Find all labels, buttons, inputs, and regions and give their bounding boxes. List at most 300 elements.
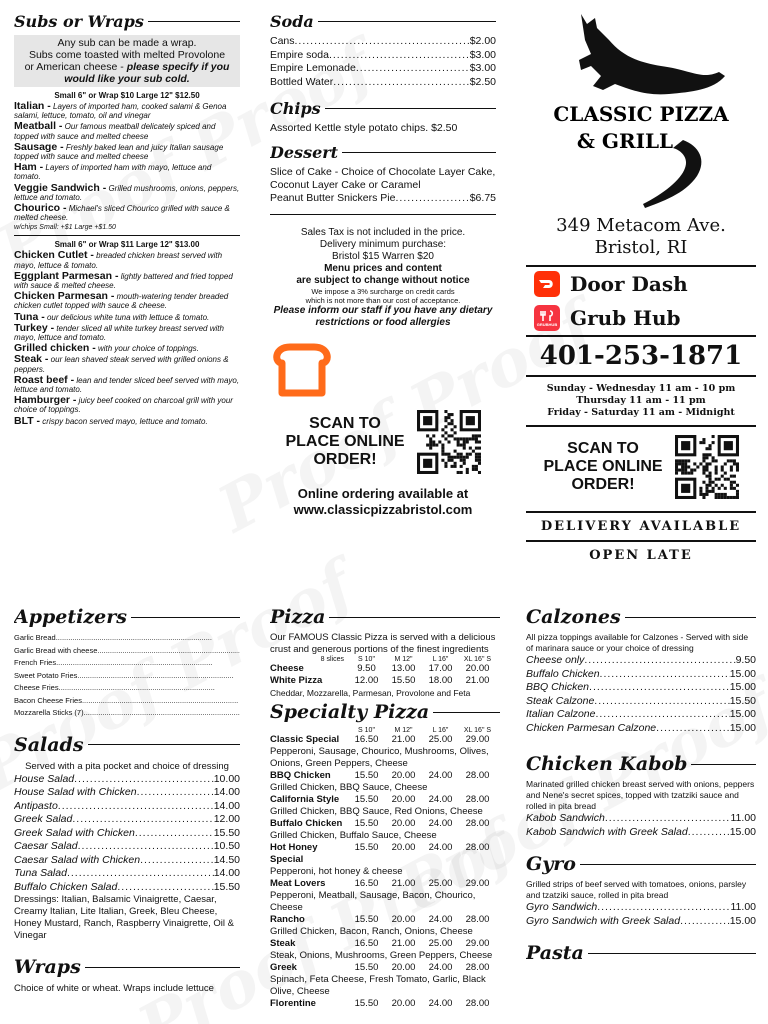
pizza-price: 28.00 (465, 818, 490, 829)
item-name: BLT - (14, 414, 41, 427)
pizza-row (270, 818, 500, 830)
appetizers-list (14, 632, 240, 720)
pizza-intro: Our FAMOUS Classic Pizza is served with a delicious crust and generous portions of the finest ingredients (270, 632, 496, 655)
allergy-note: Please inform our staff if you have any dietary restrictions or food allergies (273, 304, 493, 328)
subs-intro-line: or American cheese - (24, 61, 127, 73)
dot-leader (329, 49, 470, 63)
address (526, 215, 756, 259)
item-name: Garlic Bread with cheese (14, 645, 98, 655)
dessert-heading (270, 143, 496, 162)
pizza-row (270, 842, 500, 866)
list-item (14, 773, 240, 787)
list-item (526, 915, 756, 929)
pizza-name: Cheese (270, 663, 304, 674)
pizza-price: 25.00 (428, 734, 453, 745)
item-name: Tuna - (14, 310, 45, 323)
item-price: 15.00 (729, 667, 756, 680)
list-item (270, 49, 496, 63)
list-item (526, 826, 756, 840)
dessert-text: Slice of Cake - Choice of Chocolate Layer Cake, Coconut Layer Cake or Caramel (270, 166, 496, 191)
divider (14, 235, 240, 236)
brand-name-1: CLASSIC PIZZA (553, 102, 729, 126)
pizza-price: 24.00 (428, 794, 453, 805)
pizza-price: 15.50 (354, 962, 379, 973)
website-link[interactable]: www.classicpizzabristol.com (293, 501, 473, 517)
scan-order (270, 410, 496, 474)
dot-leader (78, 840, 214, 854)
item-price: $3.00 (469, 48, 496, 61)
item-name: Cans (270, 35, 295, 47)
dot-leader (333, 76, 469, 90)
menu-item (14, 321, 240, 343)
grubhub-label: Grub Hub (570, 306, 681, 330)
list-item (526, 722, 756, 736)
item-price: 12.00 (213, 813, 240, 825)
item-desc: our delicious white tuna with lettuce & tomato. (46, 312, 210, 322)
item-desc: crispy bacon served mayo, lettuce and tomato. (42, 416, 208, 426)
gyro-list (526, 901, 756, 928)
scan-line: ORDER! (313, 450, 377, 468)
dot-leader (140, 854, 214, 868)
list-item (526, 812, 756, 826)
pizza-price: 28.00 (465, 794, 490, 805)
pizza-price: 16.50 (354, 878, 379, 889)
pizza-price: 9.50 (357, 663, 376, 674)
calzones-column (526, 604, 756, 1024)
item-desc: mouth-watering tender breaded chicken cutlet topped with sauce & cheese. (14, 292, 229, 311)
item-desc: lightly battered and fried topped with sauce & melted cheese. (14, 271, 233, 291)
item-price: 15.00 (729, 721, 756, 734)
menu-item (14, 373, 240, 395)
pizza-name: Classic Special (270, 734, 340, 745)
dessert-last-price: $6.75 (469, 192, 496, 204)
item-name: Hamburger - (14, 394, 77, 407)
qr-code-icon[interactable] (417, 410, 481, 474)
list-item (14, 632, 240, 645)
size-label: L 16" (432, 727, 449, 734)
calzones-title: Calzones (526, 606, 621, 628)
chips-note: w/chips Small: +$1 Large +$1.50 (14, 224, 116, 232)
menu-item (14, 292, 240, 310)
pasta-heading (526, 942, 756, 964)
dot-leader (584, 654, 735, 668)
item-name: Chourico - (14, 202, 67, 215)
open-late-banner: OPEN LATE (589, 548, 693, 563)
pizza-row (270, 998, 500, 1010)
item-price: $2.00 (469, 35, 496, 47)
pizza-price: 15.50 (354, 794, 379, 805)
grubhub-badge-text: GRUBHUB (536, 321, 558, 327)
item-price: 14.00 (213, 867, 240, 879)
subs-intro-bold: please specify if you would like your sub cold. (64, 61, 230, 85)
pizza-price: 20.00 (391, 998, 416, 1009)
pizza-price: 28.00 (465, 998, 490, 1009)
pizza-price: 29.00 (465, 734, 490, 745)
item-name: Garlic Bread (14, 633, 56, 642)
pizza-price: 18.00 (428, 675, 453, 686)
surcharge-note: We impose a 3% surcharge on credit cards (311, 286, 455, 296)
pizza-price: 25.00 (428, 878, 453, 889)
qr-code-icon[interactable] (675, 435, 739, 499)
pizza-price: 15.50 (354, 842, 379, 853)
item-name: Greek Salad (14, 813, 73, 825)
list-item (14, 786, 240, 800)
gyro-heading (526, 853, 756, 875)
hours-line: Sunday - Wednesday 11 am - 10 pm (546, 383, 736, 394)
pizza-price: 20.00 (465, 663, 490, 674)
list-item (526, 681, 756, 695)
pizza-row (270, 734, 500, 746)
list-item (526, 654, 756, 668)
wraps-heading (14, 956, 240, 978)
dot-leader (97, 645, 240, 658)
chips-heading (270, 99, 496, 118)
pizza-price: 29.00 (465, 938, 490, 949)
item-desc: Layers of imported ham, cooked salami & Genoa salami, lettuce, tomato, oil and vinegar (14, 102, 227, 121)
item-name: Roast beef - (14, 373, 75, 386)
pizza-name: Greek (270, 962, 297, 973)
drinks-column (270, 10, 496, 518)
dot-leader (595, 708, 729, 722)
gyro-intro: Grilled strips of beef served with tomatoes, onions, parsley and tzatziki sauce, rolled in pita bread (526, 879, 747, 900)
item-name: Kabob Sandwich with Greek Salad (526, 825, 688, 838)
pizza-row (270, 675, 500, 687)
phone-number[interactable]: 401-253-1871 (526, 335, 756, 377)
dot-leader (58, 800, 214, 814)
item-name: Ham - (14, 161, 44, 174)
pizza-row (270, 794, 500, 806)
pizza-price: 20.00 (391, 962, 416, 973)
item-price: 15.50 (729, 694, 756, 707)
dessert-last (270, 192, 496, 206)
dot-leader (72, 813, 213, 827)
menu-item (14, 269, 240, 291)
pizza-name: Buffalo Chicken (270, 818, 343, 829)
item-desc: Grilled mushrooms, onions, peppers, lettuce and tomato. (14, 183, 240, 202)
pizza-column (270, 604, 500, 1024)
hours-line: Thursday 11 am - 11 pm (576, 395, 706, 406)
item-price: $3.00 (469, 62, 496, 74)
list-item (526, 668, 756, 682)
item-name: Grilled chicken - (14, 342, 96, 355)
subs-intro-line: Subs come toasted with melted Provolone (28, 49, 226, 61)
pizza-desc: Spinach, Feta Cheese, Fresh Tomato, Garlic, Black Olive, Cheese (270, 974, 486, 997)
list-item (14, 695, 240, 708)
menu-item (14, 140, 240, 162)
item-name: Kabob Sandwich (526, 812, 605, 824)
item-name: House Salad with Chicken (14, 786, 137, 798)
pizza-desc: Grilled Chicken, BBQ Sauce, Red Onions, Cheese (270, 806, 483, 817)
pizza-price: 15.50 (391, 675, 416, 686)
list-item (14, 881, 240, 895)
soda-list (270, 35, 496, 89)
pizza-price: 24.00 (428, 770, 453, 781)
item-desc: juicy beef cooked on charcoal grill with your choice of toppings. (14, 396, 233, 415)
item-name: Buffalo Chicken Salad (14, 880, 118, 893)
pizza-desc: Steak, Onions, Mushrooms, Green Peppers, Cheese (270, 950, 493, 961)
dot-leader (594, 695, 729, 709)
item-name: Mozzarella Sticks (7) (14, 708, 84, 717)
menu-item (14, 163, 240, 181)
chips-text: Assorted Kettle style potato chips. $2.50 (270, 122, 458, 134)
item-name: Italian Calzone (526, 708, 596, 720)
doordash-icon (534, 271, 560, 297)
pizza-name: Hot Honey Special (270, 842, 318, 865)
dressings-note: Dressings: Italian, Balsamic Vinaigrette, Caesar, Creamy Italian, Lite Italian, Greek, Bleu Cheese, Honey Mustard, Ranch, Raspberry Vinaigrette, Oil & Vinegar (14, 894, 235, 941)
pizza-price: 25.00 (428, 938, 453, 949)
pizza-price: 15.50 (354, 818, 379, 829)
pizza-price: 20.00 (391, 794, 416, 805)
list-item (270, 62, 496, 76)
list-item (14, 840, 240, 854)
salads-intro: Served with a pita pocket and choice of dressing (25, 760, 229, 772)
pizza-price: 20.00 (391, 770, 416, 781)
change-note: are subject to change without notice (296, 274, 470, 286)
item-name: French Fries (14, 658, 57, 667)
delivery-minimum-values: Bristol $15 Warren $20 (332, 250, 434, 262)
item-name: Veggie Sandwich - (14, 181, 107, 194)
list-item (14, 657, 240, 670)
scan-line: SCAN TO (309, 414, 381, 432)
list-item (526, 695, 756, 709)
dot-leader (600, 668, 730, 682)
dot-leader (605, 812, 731, 826)
item-name: Bacon Cheese Fries (14, 695, 82, 705)
appetizers-salads-column (14, 604, 240, 1024)
toast-icon (270, 343, 334, 399)
pizza-price: 24.00 (428, 842, 453, 853)
hours (526, 377, 756, 425)
pizza-name: BBQ Chicken (270, 770, 331, 781)
item-desc: with your choice of toppings. (97, 344, 199, 354)
calzones-intro: All pizza toppings available for Calzones - Served with side of marinara sauce or your choice of dressing (526, 632, 749, 653)
pizza-row (270, 770, 500, 782)
pizza-row (270, 878, 500, 890)
grubhub-row[interactable] (526, 301, 756, 335)
item-price: 15.00 (729, 708, 756, 720)
pizza-price: 24.00 (428, 818, 453, 829)
soda-heading (270, 12, 496, 31)
list-item (14, 867, 240, 881)
item-desc: our lean shaved steak served with grilled onions & peppers. (14, 355, 229, 374)
pizza-price: 12.00 (354, 675, 379, 686)
item-name: Sweet Potato Fries (14, 670, 78, 680)
dot-leader (137, 786, 214, 800)
doordash-row[interactable] (526, 267, 756, 301)
dot-leader (135, 827, 214, 841)
specialty-heading (270, 701, 500, 723)
subs-intro-line: Any sub can be made a wrap. (57, 37, 197, 49)
pizza-price: 17.00 (428, 663, 453, 674)
item-price: 14.00 (213, 786, 240, 798)
subs-intro (14, 35, 240, 87)
item-price: 15.00 (729, 681, 756, 693)
size-label: XL 16" S (463, 727, 492, 734)
dot-leader (84, 707, 240, 720)
list-item (14, 645, 240, 658)
item-desc: Michael's sliced Chourico grilled with sauce & melted cheese. (14, 204, 230, 223)
item-name: Eggplant Parmesan - (14, 269, 119, 282)
scan-order-2 (526, 427, 756, 507)
item-desc: lean and tender sliced beef served with mayo, lettuce and tomato. (14, 375, 240, 395)
salads-list (14, 773, 240, 895)
item-price: 10.50 (213, 840, 240, 852)
menu-item (14, 102, 240, 120)
pizza-price: 28.00 (465, 770, 490, 781)
item-price: 14.50 (213, 853, 240, 866)
salads-title: Salads (14, 733, 84, 756)
item-desc: Freshly baked lean and juicy Italian sausage topped with sauce and melted cheese (14, 142, 224, 162)
chips-title: Chips (270, 99, 321, 118)
pizza-name: Steak (270, 938, 296, 949)
item-desc: Layers of imported ham with mayo, lettuce and tomato. (14, 163, 212, 182)
pizza-row (270, 663, 500, 675)
list-item (14, 813, 240, 827)
pizza-price: 28.00 (465, 962, 490, 973)
info-block (270, 227, 496, 329)
menu-item (14, 414, 240, 427)
pizza-desc: Pepperoni, hot honey & cheese (270, 866, 403, 877)
dot-leader (688, 826, 730, 840)
menu-item (14, 204, 240, 222)
pizza-row (270, 962, 500, 974)
dot-leader (680, 915, 730, 929)
dot-leader (597, 901, 730, 915)
item-price: 11.00 (730, 901, 756, 913)
subs-pricebar-2: Small 6" or Wrap $11 Large 12" $13.00 (54, 240, 200, 250)
pizza-price: 28.00 (465, 842, 490, 853)
item-name: Bottled Water (270, 75, 334, 88)
item-price: 15.00 (729, 825, 756, 838)
dot-leader (59, 682, 240, 695)
hours-line: Friday - Saturday 11 am - Midnight (547, 407, 735, 418)
pizza-price: 24.00 (428, 998, 453, 1009)
item-name: Sausage - (14, 140, 64, 153)
pizza-price: 15.50 (354, 998, 379, 1009)
menu-item (14, 396, 240, 414)
dot-leader (117, 881, 213, 895)
pizza-name: White Pizza (270, 675, 323, 686)
address-line: 349 Metacom Ave. (556, 215, 726, 236)
wraps-text: Choice of white or wheat. Wraps include lettuce (14, 983, 214, 994)
subs-pricebar: Small 6" or Wrap $10 Large 12" $12.50 (54, 91, 200, 100)
item-name: Italian - (14, 100, 51, 112)
pizza-price: 16.50 (354, 734, 379, 745)
dot-leader (356, 62, 470, 76)
pizza-heading (270, 606, 500, 628)
pasta-title: Pasta (526, 942, 584, 964)
appetizers-heading (14, 606, 240, 628)
item-name: Chicken Parmesan - (14, 290, 115, 303)
item-name: Gyro Sandwich (526, 901, 598, 913)
item-name: Steak Calzone (526, 694, 595, 707)
item-name: Cheese Fries (14, 683, 59, 692)
item-price: 9.50 (735, 654, 756, 666)
pizza-price: 20.00 (391, 818, 416, 829)
subs-heading (14, 12, 240, 31)
kabob-list (526, 812, 756, 839)
item-desc: Our famous meatball delicately spiced and topped with sauce and melted cheese (14, 122, 216, 141)
pizza-price: 13.00 (391, 663, 416, 674)
doordash-label: Door Dash (570, 272, 688, 296)
list-item (270, 35, 496, 49)
menu-item (14, 181, 240, 202)
soda-title: Soda (270, 12, 314, 31)
item-name: Gyro Sandwich with Greek Salad (526, 914, 681, 927)
pizza-price: 21.00 (465, 675, 490, 686)
list-item (14, 827, 240, 841)
appetizers-title: Appetizers (14, 606, 127, 628)
pizza-price: 24.00 (428, 914, 453, 925)
dot-leader (656, 722, 730, 736)
wraps-title: Wraps (14, 956, 81, 978)
pizza-price: 15.50 (354, 770, 379, 781)
dessert-last-name: Peanut Butter Snickers Pie (270, 192, 396, 204)
list-item (526, 708, 756, 722)
item-desc: tender sliced all white turkey breast served with mayo, lettuce and tomato. (14, 323, 224, 343)
list-item (14, 854, 240, 868)
online-ordering (270, 486, 496, 518)
kabob-intro: Marinated grilled chicken breast served with onions, peppers and Nene's secret spices, topped with tzatziki sauce and rolled in pita bread (526, 779, 755, 811)
menu-item (14, 355, 240, 373)
pizza-name: Rancho (270, 914, 305, 925)
item-name: Buffalo Chicken (526, 667, 600, 680)
pizza-sizes (270, 656, 500, 663)
gecko-logo (551, 10, 731, 215)
item-price: 15.00 (729, 914, 756, 927)
item-price: 15.50 (213, 880, 240, 893)
size-label: M 12" (394, 727, 413, 734)
pizza-desc: Grilled Chicken, Buffalo Sauce, Cheese (270, 830, 437, 841)
pizza-price: 20.00 (391, 914, 416, 925)
item-name: Meatball - (14, 120, 63, 133)
size-label: S 10" (358, 727, 375, 734)
scan-line: PLACE ONLINE (285, 432, 405, 450)
list-item (14, 707, 240, 720)
item-name: Caesar Salad (14, 840, 78, 852)
pizza-price: 21.00 (391, 878, 416, 889)
item-price: 14.00 (213, 799, 240, 812)
pizza-price: 21.00 (391, 938, 416, 949)
list-item (270, 76, 496, 90)
brand-column (526, 10, 756, 569)
scan-line: ORDER! (571, 476, 635, 493)
item-name: House Salad (14, 772, 75, 785)
dot-leader (77, 670, 240, 683)
pizza-price: 21.00 (391, 734, 416, 745)
size-label: L 16" (432, 656, 449, 663)
scan-line: PLACE ONLINE (543, 458, 663, 475)
slices-note: 8 slices (320, 656, 344, 663)
change-note: Menu prices and content (324, 262, 442, 274)
gyro-title: Gyro (526, 853, 576, 875)
pizza-price: 15.50 (354, 914, 379, 925)
pizza-price: 28.00 (465, 914, 490, 925)
dot-leader (67, 867, 214, 881)
delivery-banner: DELIVERY AVAILABLE (540, 519, 742, 534)
kabob-heading (526, 753, 756, 775)
size-label: XL 16" S (463, 656, 492, 663)
item-name: Cheese only (526, 654, 585, 666)
dot-leader (74, 773, 214, 787)
pizza-row (270, 914, 500, 926)
cheese-note: Cheddar, Mozzarella, Parmesan, Provolone and Feta (270, 688, 471, 698)
online-line: Online ordering available at (297, 485, 469, 501)
menu-item (14, 122, 240, 140)
list-item (526, 901, 756, 915)
item-name: Turkey - (14, 321, 55, 334)
pizza-price: 16.50 (354, 938, 379, 949)
